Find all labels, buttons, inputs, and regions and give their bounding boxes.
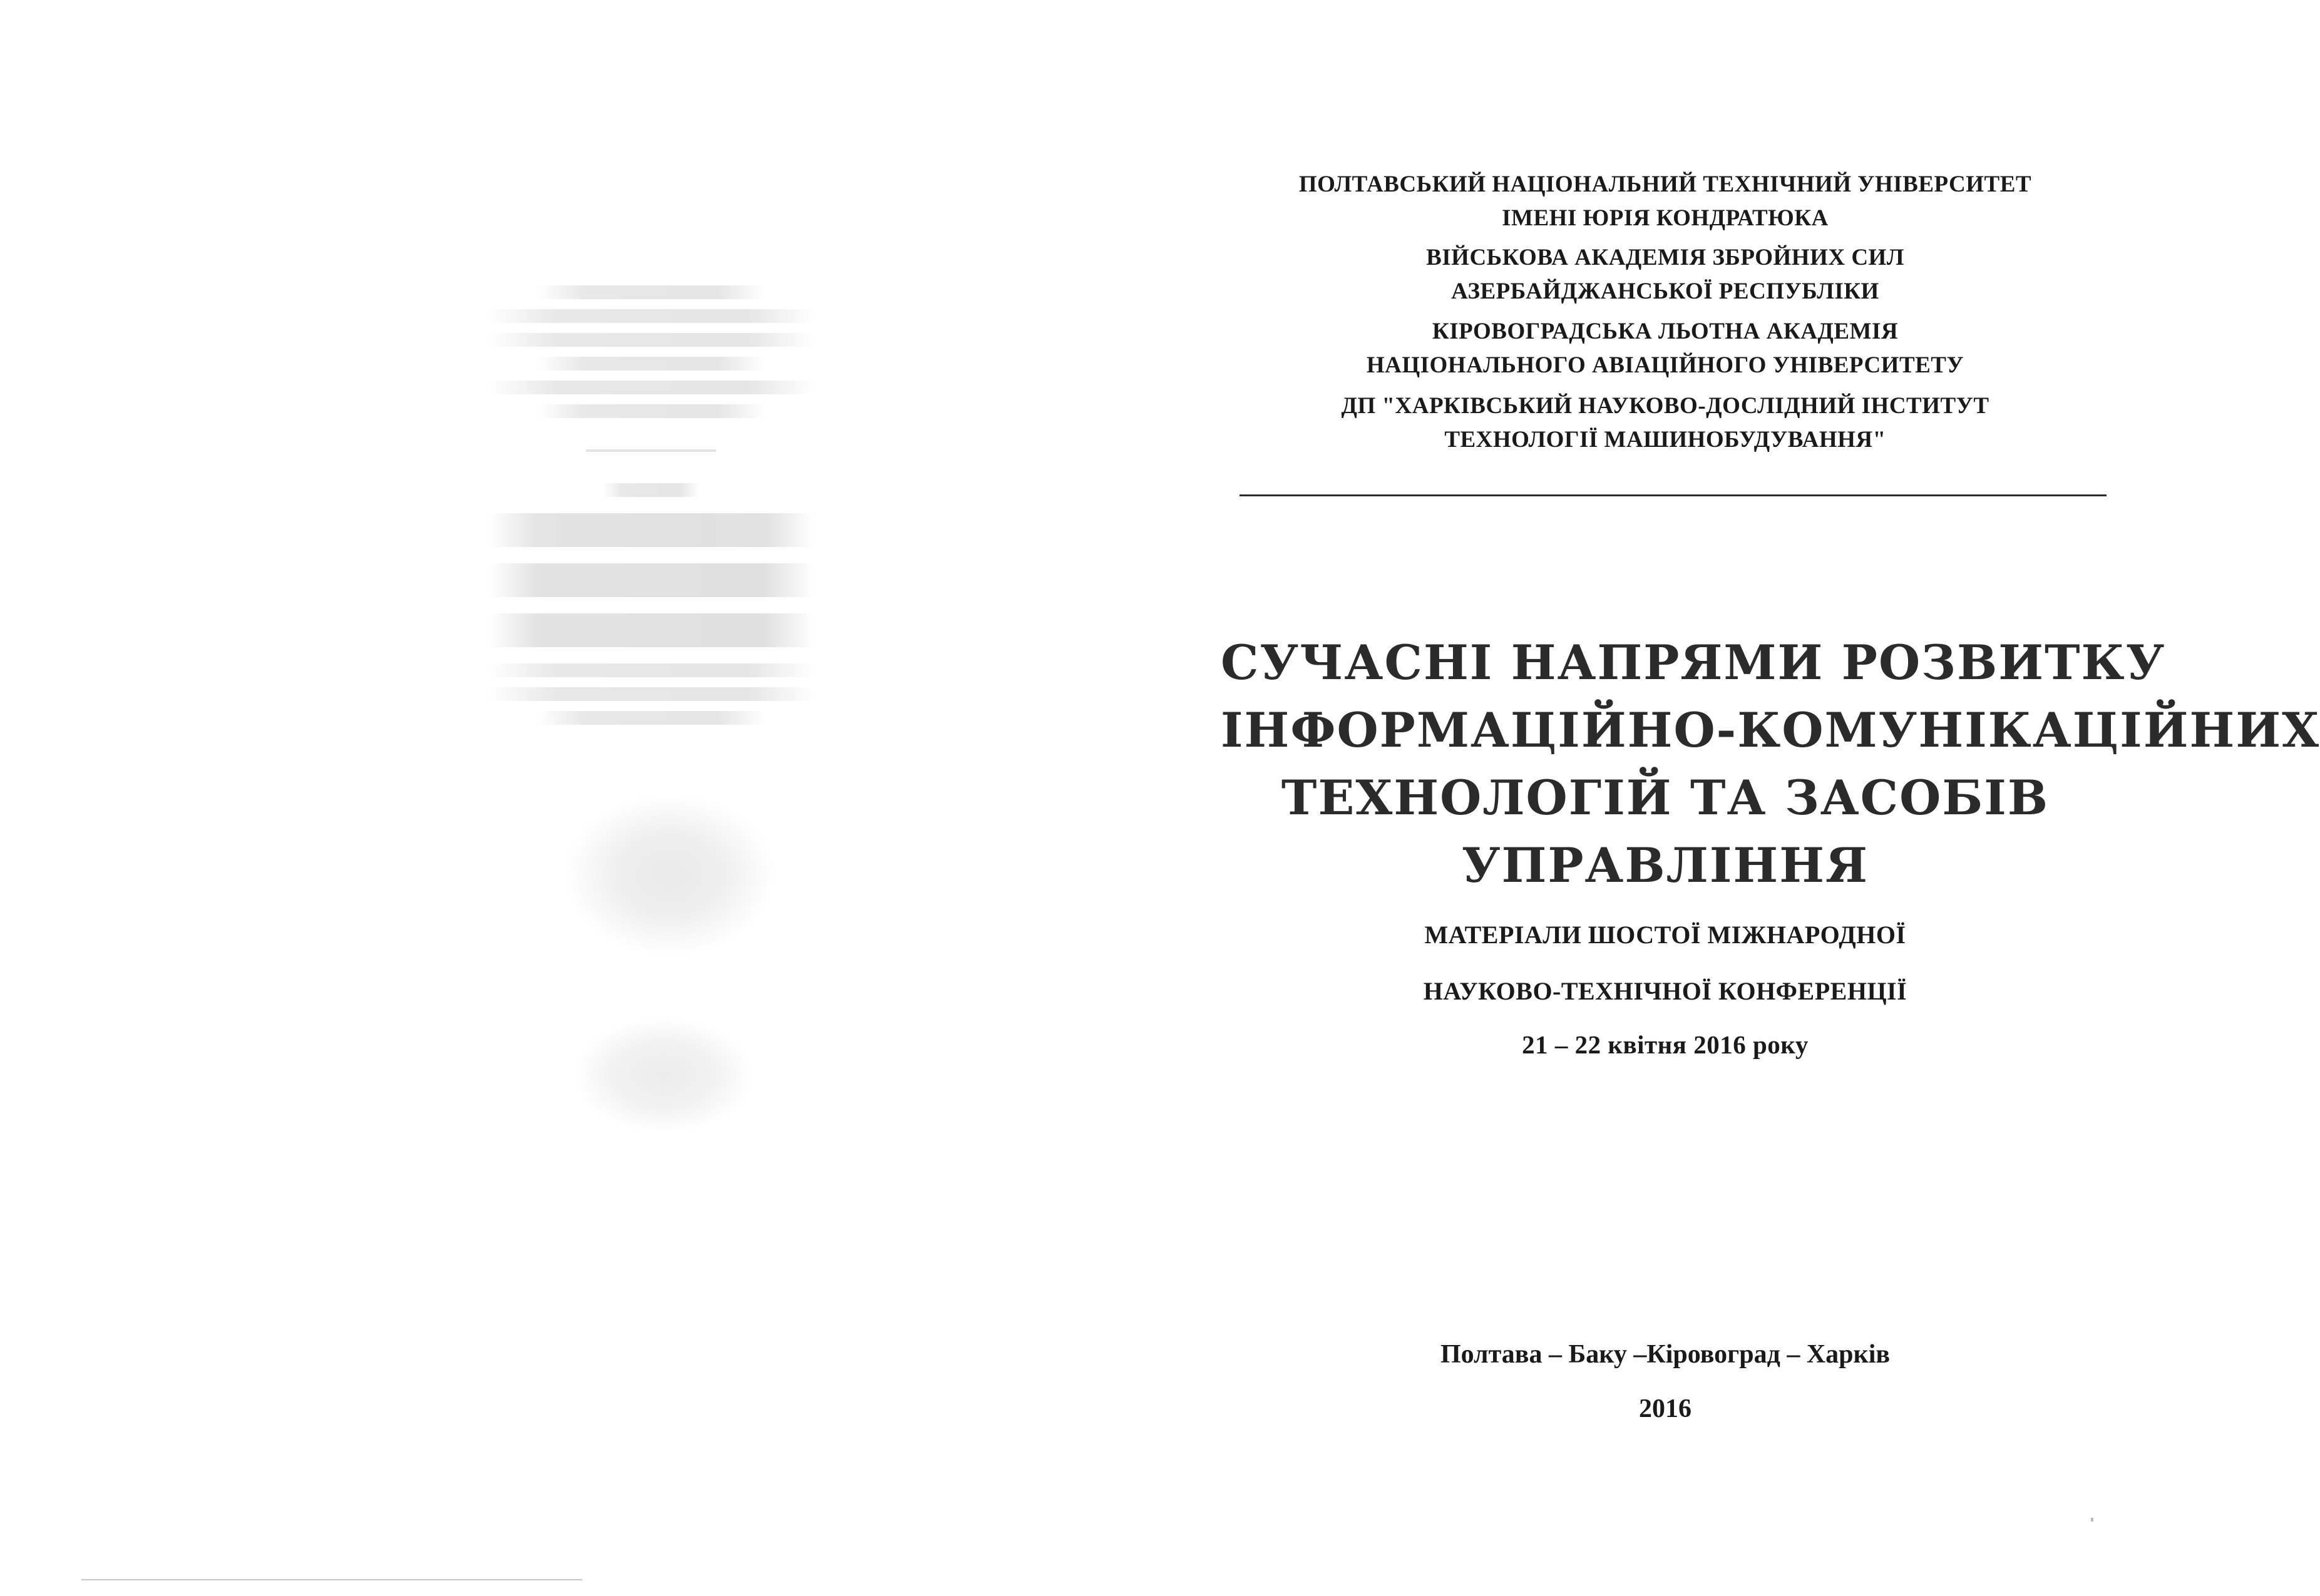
title-page [1221, 0, 2320, 1596]
show-through-ghost [488, 275, 814, 1277]
scan-edge-line [81, 1579, 582, 1580]
materials-line-1: МАТЕРІАЛИ ШОСТОЇ МІЖНАРОДНОЇ [1424, 921, 1906, 949]
title-line: УПРАВЛІННЯ [1461, 837, 1869, 893]
title-line: СУЧАСНІ НАПРЯМИ РОЗВИТКУ [1221, 635, 2166, 690]
organization-1 [1221, 168, 2110, 235]
organization-line: ПОЛТАВСЬКИЙ НАЦІОНАЛЬНИЙ ТЕХНІЧНИЙ УНІВЕРСИТЕТ [1298, 171, 2032, 197]
organization-3 [1221, 315, 2110, 382]
organization-line: ВІЙСЬКОВА АКАДЕМІЯ ЗБРОЙНИХ СИЛ [1426, 245, 1904, 270]
organization-4 [1221, 389, 2110, 457]
organization-line: ДП "ХАРКІВСЬКИЙ НАУКОВО-ДОСЛІДНИЙ ІНСТИТУТ [1341, 393, 1989, 419]
organization-2 [1221, 241, 2110, 309]
horizontal-divider [1240, 494, 2107, 496]
publication-year: 2016 [1639, 1394, 1691, 1423]
organization-line: КІРОВОГРАДСЬКА ЛЬОТНА АКАДЕМІЯ [1432, 319, 1899, 344]
page-title [1221, 629, 2320, 899]
materials-line-2: НАУКОВО-ТЕХНІЧНОЇ КОНФЕРЕНЦІЇ [1423, 977, 1907, 1005]
organization-line: ІМЕНІ ЮРІЯ КОНДРАТЮКА [1502, 205, 1829, 231]
left-page [0, 0, 1098, 1596]
scan-speck [2091, 1518, 2093, 1522]
organization-line: ТЕХНОЛОГІЇ МАШИНОБУДУВАННЯ" [1444, 427, 1886, 453]
organization-line: АЗЕРБАЙДЖАНСЬКОЇ РЕСПУБЛІКИ [1451, 279, 1879, 304]
organization-line: НАЦІОНАЛЬНОГО АВІАЦІЙНОГО УНІВЕРСИТЕТУ [1366, 352, 1964, 378]
conference-dates: 21 – 22 квітня 2016 року [1522, 1030, 1809, 1059]
publication-cities: Полтава – Баку –Кіровоград – Харків [1440, 1340, 1891, 1369]
title-line: ІНФОРМАЦІЙНО-КОМУНІКАЦІЙНИХ [1221, 702, 2320, 758]
title-line: ТЕХНОЛОГІЙ ТА ЗАСОБІВ [1281, 770, 2050, 826]
